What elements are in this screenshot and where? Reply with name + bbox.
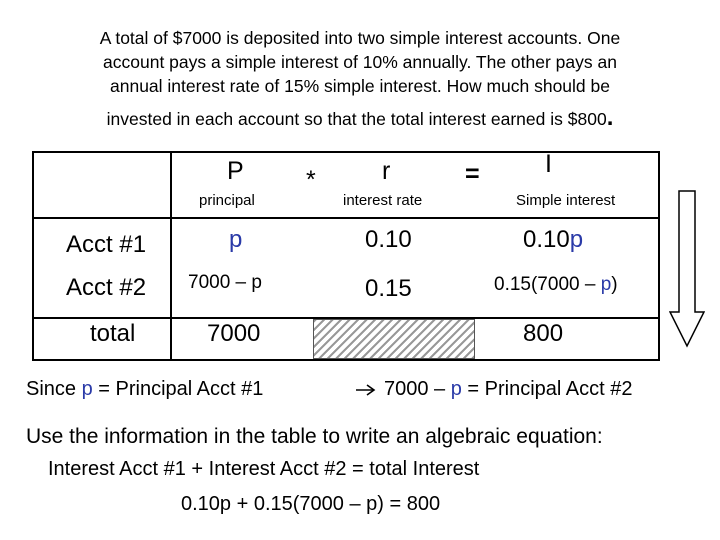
acct2-principal: 7000 – p <box>188 272 262 293</box>
acct2-rate: 0.15 <box>365 275 412 302</box>
acct1-interest-variable: p <box>569 226 584 253</box>
row-label-total: total <box>90 320 136 347</box>
acct1-principal: p <box>229 226 243 253</box>
since-left <box>26 378 263 401</box>
simple-interest-label: Simple interest <box>516 192 616 209</box>
acct1-interest <box>523 226 583 254</box>
acct2-interest-prefix: 0.15(7000 – <box>494 274 601 295</box>
down-arrow-icon <box>669 190 705 348</box>
r-symbol: r <box>382 157 391 185</box>
total-principal: 7000 <box>207 320 261 347</box>
problem-line-2: account pays a simple interest of 10% annually. The other pays an <box>103 52 617 72</box>
since-left-prefix: Since <box>26 378 82 400</box>
header-divider <box>34 217 658 219</box>
problem-period: . <box>606 104 614 131</box>
label-column-divider <box>170 153 172 359</box>
p-symbol: P <box>227 157 244 185</box>
acct2-interest-suffix: ) <box>611 274 618 295</box>
problem-statement <box>40 26 680 131</box>
row-label-acct2: Acct #2 <box>66 274 147 301</box>
equation-words: Interest Acct #1 + Interest Acct #2 = total Interest <box>48 458 480 480</box>
right-arrow-icon <box>355 383 377 397</box>
acct2-interest <box>494 274 618 296</box>
since-right <box>384 378 633 401</box>
problem-line-4-text: invested in each account so that the total interest earned is $800 <box>106 109 607 129</box>
acct1-rate: 0.10 <box>365 226 412 253</box>
since-left-variable: p <box>81 378 93 400</box>
since-right-variable: p <box>450 378 462 400</box>
acct1-interest-coefficient: 0.10 <box>523 226 570 253</box>
times-symbol: * <box>306 166 316 194</box>
instruction-line: Use the information in the table to write an algebraic equation: <box>26 425 603 448</box>
problem-line-1: A total of $7000 is deposited into two simple interest accounts. One <box>99 28 621 48</box>
since-right-prefix: 7000 – <box>384 378 451 400</box>
equation-algebraic: 0.10p + 0.15(7000 – p) = 800 <box>181 493 441 515</box>
equals-symbol: = <box>465 160 480 188</box>
total-interest: 800 <box>523 320 564 347</box>
i-symbol: I <box>545 150 552 178</box>
acct2-interest-variable: p <box>600 274 612 295</box>
row-label-acct1: Acct #1 <box>66 231 147 258</box>
hatched-cell <box>313 319 475 359</box>
problem-line-4 <box>40 106 680 131</box>
principal-label: principal <box>199 192 255 209</box>
interest-rate-label: interest rate <box>343 192 423 209</box>
problem-line-3: annual interest rate of 15% simple interest. How much should be <box>110 76 610 96</box>
since-left-suffix: = Principal Acct #1 <box>92 378 264 400</box>
since-right-suffix: = Principal Acct #2 <box>461 378 633 400</box>
